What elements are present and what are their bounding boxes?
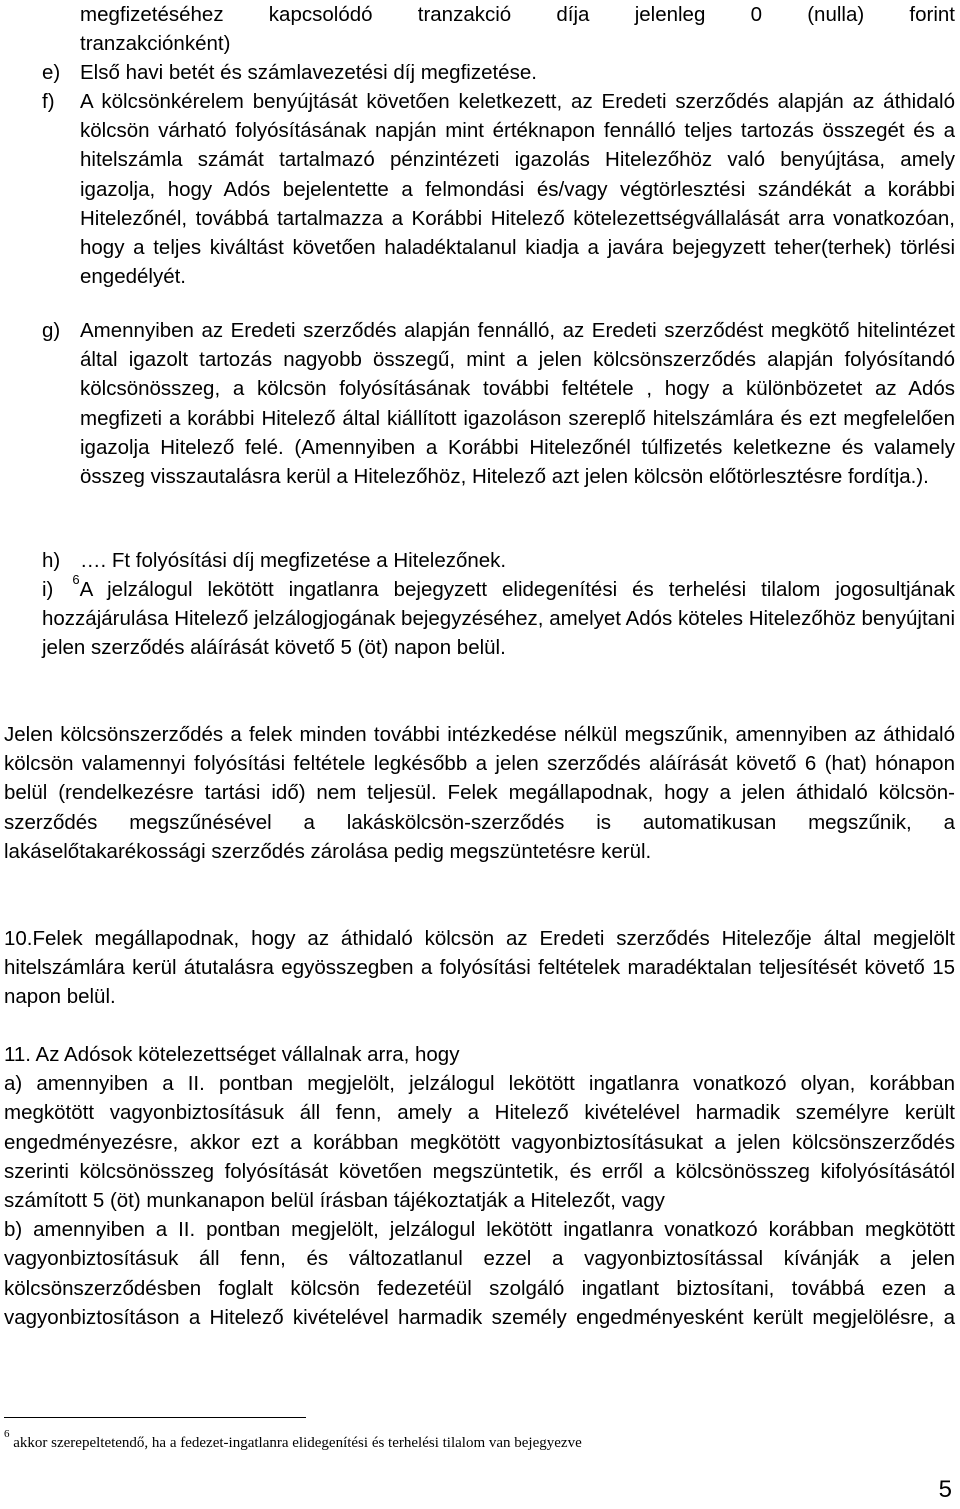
continuation-line-1: megfizetéséhez kapcsolódó tranzakció díja jelenleg 0 (nulla) forint bbox=[80, 3, 955, 26]
footnote-number: 6 bbox=[4, 1428, 10, 1440]
section-10 bbox=[4, 924, 955, 1012]
termination-paragraph bbox=[4, 720, 955, 866]
item-i-body: A jelzálogul lekötött ingatlanra bejegyzett elidegenítési és terhelési tilalom jogosultjának hozzájárulása Hitelező jelzálogjogának bejegyzéséhez, amelyet Adós köteles Hitelezőhöz benyújtani jelen szerződés aláírását követő 5 (öt) napon belül. bbox=[42, 578, 955, 660]
footnote-text: akkor szerepeltetendő, ha a fedezet-ingatlanra elidegenítési és terhelési tilalom van bejegyezve bbox=[13, 1435, 582, 1451]
section-number: 10. bbox=[4, 927, 33, 950]
list-item-f bbox=[42, 87, 955, 291]
list-item-g bbox=[42, 316, 955, 491]
item-text: A kölcsönkérelem benyújtását követően keletkezett, az Eredeti szerződés alapján az áthidaló kölcsön várható folyósításának napján mint értéknapon fennálló teljes tartozás összegét és a hitelszámla számát tartalmazó pénzintézeti igazolás Hitelezőhöz való benyújtása, amely igazolja, hogy Adós bejelentette a felmondási és/vagy végtörlesztési szándékát a korábbi Hitelezőnél, továbbá tartalmazza a Korábbi Hitelező kötelezettségvállalását arra vonatkozóan, hogy a teljes kiváltást követően haladéktalanul kiadja a javára bejegyzett teher(terhek) törlési engedélyét. bbox=[80, 90, 955, 289]
item-text: Első havi betét és számlavezetési díj megfizetése. bbox=[80, 61, 537, 84]
footnote-ref[interactable]: 6 bbox=[72, 572, 80, 588]
page-number: 5 bbox=[938, 1476, 952, 1503]
paragraph-text: Jelen kölcsönszerződés a felek minden további intézkedése nélkül megszűnik, amennyiben az áthidaló kölcsön valamennyi folyósítási feltétele legkésőbb a jelen szerződés aláírását követő 6 (hat) hónapon belül (rendelkezésre tartási idő) nem teljesül. Felek megállapodnak, hogy a jelen áthidaló kölcsön-szerződés megszűnésével a lakáskölcsön-szerződés is automatikusan megszűnik, a lakáselőtakarékossági szerződés zárolása pedig megszüntetésre kerül. bbox=[4, 723, 955, 863]
footnote-divider bbox=[4, 1417, 306, 1418]
item-label: f) bbox=[42, 90, 55, 113]
section-11 bbox=[4, 1040, 955, 1332]
item-label: i) bbox=[42, 578, 54, 601]
item-label: e) bbox=[42, 61, 61, 84]
footnote bbox=[4, 1428, 582, 1454]
list-item-i bbox=[42, 572, 955, 663]
item-text bbox=[42, 572, 955, 663]
section-11-item-a: a) amennyiben a II. pontban megjelölt, jelzálogul lekötött ingatlanra vonatkozó olyan, korábban megkötött vagyonbiztosításuk áll fenn, amely a Hitelező kivételével harmadik személyre került engedményezésre, akkor ezt a korábban megkötött vagyonbiztosításukat a jelen kölcsönszerződés szerinti kölcsönösszeg folyósítását követően megszüntetik, és erről a kölcsönösszeg kifolyósításától számított 5 (öt) munkanapon belül írásban tájékoztatják a Hitelezőt, vagy bbox=[4, 1072, 955, 1213]
item-text: Amennyiben az Eredeti szerződés alapján fennálló, az Eredeti szerződést megkötő hitelintézet által igazolt tartozás nagyobb összegű, mint a jelen kölcsönszerződés alapján folyósítandó kölcsönösszeg, a kölcsön folyósításának további feltétele , hogy a különbözetet az Adós megfizeti a korábbi Hitelező által kiállított igazoláson szereplő hitelszámlára és ezt megfelelően igazolja Hitelező felé. (Amennyiben a Korábbi Hitelezőnél túlfizetés keletkezne és valamely összeg visszautalásra kerül a Hitelezőhöz, Hitelező azt jelen kölcsön előtörlesztésre fordítja.). bbox=[80, 319, 955, 489]
item-label: g) bbox=[42, 319, 61, 342]
section-10-text bbox=[4, 924, 955, 1012]
list-item-e bbox=[42, 58, 955, 87]
section-heading: 11. Az Adósok kötelezettséget vállalnak arra, hogy bbox=[4, 1043, 460, 1066]
list-item-continuation bbox=[42, 0, 955, 58]
item-label: h) bbox=[42, 549, 61, 572]
continuation-line-2: tranzakciónként) bbox=[80, 32, 231, 56]
list-item-h bbox=[42, 546, 955, 575]
item-text: …. Ft folyósítási díj megfizetése a Hitelezőnek. bbox=[80, 549, 507, 572]
section-11-item-b: b) amennyiben a II. pontban megjelölt, jelzálogul lekötött ingatlanra vonatkozó korábban megkötött vagyonbiztosításuk áll fenn, és változatlanul ezzel a vagyonbiztosítással kívánják a jelen kölcsönszerződésben foglalt kölcsön fedezetéül szolgáló ingatlant biztosítani, továbbá ezen a vagyonbiztosításon a Hitelező kivételével harmadik személy engedményesként került megjelölésre, a bbox=[4, 1218, 955, 1329]
section-body: Felek megállapodnak, hogy az áthidaló kölcsön az Eredeti szerződés Hitelezője által megjelölt hitelszámlára kerül átutalásra egyösszegben a folyósítási feltételek maradéktalan teljesítését követő 15 napon belül. bbox=[4, 927, 955, 1009]
